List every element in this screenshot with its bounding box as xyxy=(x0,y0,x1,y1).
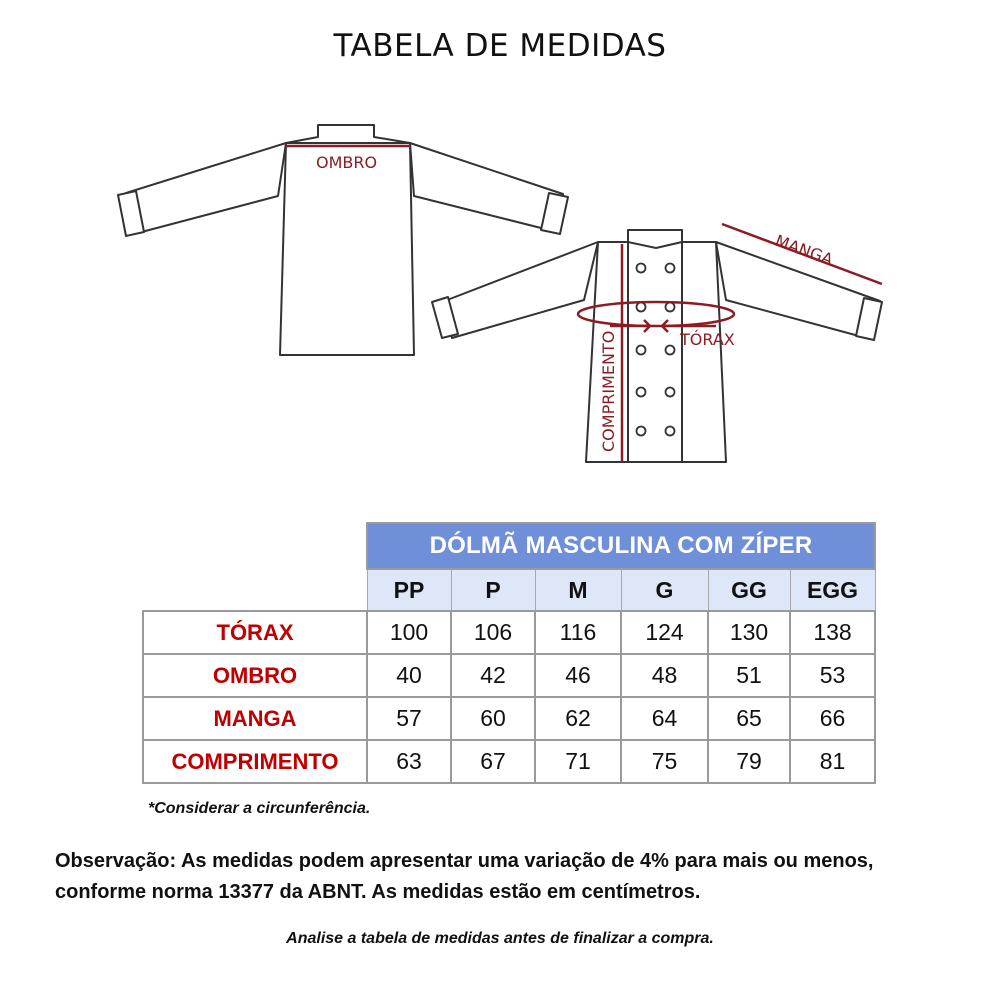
table-cell: 100 xyxy=(367,611,451,654)
size-header-m: M xyxy=(535,569,621,611)
button xyxy=(637,346,646,355)
size-header-pp: PP xyxy=(367,569,451,611)
table-title: DÓLMÃ MASCULINA COM ZÍPER xyxy=(367,523,875,569)
table-row xyxy=(143,611,875,654)
size-header-p: P xyxy=(451,569,535,611)
button xyxy=(637,303,646,312)
button xyxy=(666,303,675,312)
back-collar xyxy=(286,125,410,143)
torax-label: TÓRAX xyxy=(680,330,735,349)
ombro-label: OMBRO xyxy=(316,153,378,172)
observation-text: Observação: As medidas podem apresentar uma variação de 4% para mais ou menos, conforme norma 13377 da ABNT. As medidas estão em centímetros. xyxy=(55,850,874,903)
table-cell: 138 xyxy=(790,611,875,654)
table-cell: 116 xyxy=(535,611,621,654)
table-cell: 81 xyxy=(790,740,875,783)
table-cell: 67 xyxy=(451,740,535,783)
table-cell: 75 xyxy=(621,740,708,783)
button xyxy=(666,264,675,273)
table-cell: 65 xyxy=(708,697,790,740)
back-right-sleeve xyxy=(410,143,563,232)
table-cell: 63 xyxy=(367,740,451,783)
table-cell: 46 xyxy=(535,654,621,697)
button xyxy=(666,346,675,355)
table-cell: 40 xyxy=(367,654,451,697)
size-header-blank xyxy=(143,569,367,611)
size-header-row xyxy=(143,569,875,611)
row-label-manga: MANGA xyxy=(143,697,367,740)
table-title-row xyxy=(143,523,875,569)
table-cell: 62 xyxy=(535,697,621,740)
manga-label: MANGA xyxy=(772,230,836,270)
button xyxy=(666,427,675,436)
table-cell: 53 xyxy=(790,654,875,697)
size-header-egg: EGG xyxy=(790,569,875,611)
front-view-jacket xyxy=(432,224,882,462)
table-cell: 48 xyxy=(621,654,708,697)
table-cell: 64 xyxy=(621,697,708,740)
size-header-g: G xyxy=(621,569,708,611)
closing-note: Analise a tabela de medidas antes de finalizar a compra. xyxy=(286,930,714,947)
table-cell: 42 xyxy=(451,654,535,697)
button xyxy=(637,427,646,436)
table-cell: 66 xyxy=(790,697,875,740)
table-cell: 51 xyxy=(708,654,790,697)
back-body xyxy=(280,143,414,355)
size-header-gg: GG xyxy=(708,569,790,611)
page-title: TABELA DE MEDIDAS xyxy=(333,28,667,64)
table-row xyxy=(143,697,875,740)
footnote: *Considerar a circunferência. xyxy=(148,800,371,817)
size-table xyxy=(142,522,876,784)
button xyxy=(666,388,675,397)
button xyxy=(637,264,646,273)
table-cell: 60 xyxy=(451,697,535,740)
button xyxy=(637,388,646,397)
row-label-torax: TÓRAX xyxy=(143,611,367,654)
front-left-sleeve xyxy=(442,242,598,338)
comprimento-label: COMPRIMENTO xyxy=(599,330,618,452)
table-cell: 57 xyxy=(367,697,451,740)
row-label-ombro: OMBRO xyxy=(143,654,367,697)
table-cell: 71 xyxy=(535,740,621,783)
row-label-comprimento: COMPRIMENTO xyxy=(143,740,367,783)
table-cell: 124 xyxy=(621,611,708,654)
table-row xyxy=(143,740,875,783)
table-row xyxy=(143,654,875,697)
table-corner-blank xyxy=(143,523,367,569)
back-left-sleeve xyxy=(126,143,286,234)
table-cell: 106 xyxy=(451,611,535,654)
table-cell: 79 xyxy=(708,740,790,783)
table-cell: 130 xyxy=(708,611,790,654)
